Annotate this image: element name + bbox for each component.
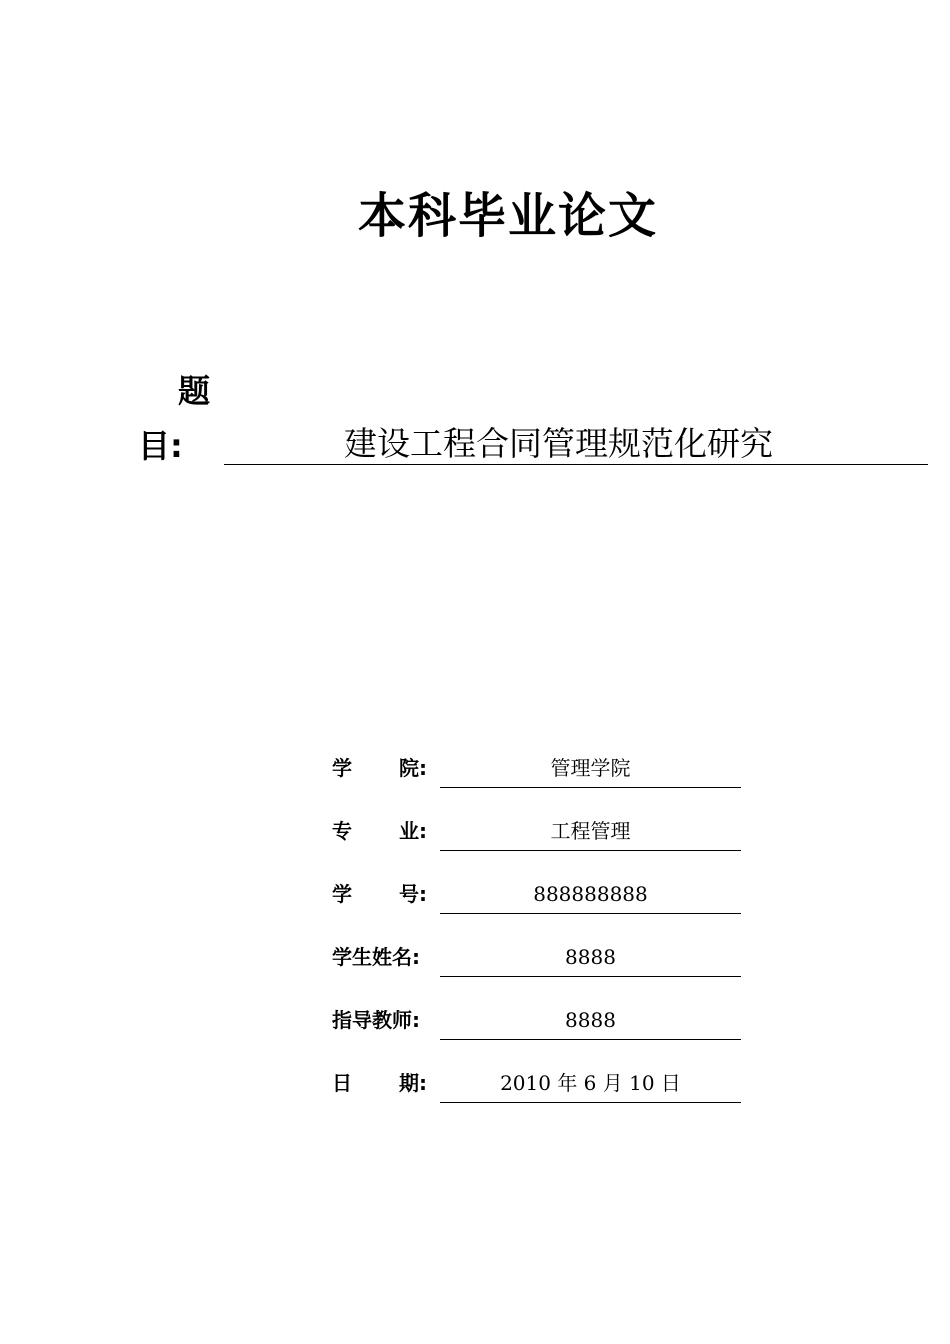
major-label-char-1: 专 [332, 819, 352, 843]
student-id-underline [440, 913, 741, 914]
major-value: 工程管理 [550, 819, 631, 843]
student-id-label-char-1: 学 [332, 882, 352, 906]
advisor-label: 指导教师: [332, 1008, 420, 1032]
document-title: 本科毕业论文 [357, 188, 658, 244]
major-label-char-2: 业: [399, 819, 427, 843]
major-underline [440, 850, 741, 851]
college-underline [440, 787, 741, 788]
college-label-char-1: 学 [332, 756, 352, 780]
info-row-advisor [0, 997, 950, 1037]
college-value: 管理学院 [550, 756, 631, 780]
topic-label-char-2: 目: [138, 427, 183, 465]
topic-value: 建设工程合同管理规范化研究 [344, 424, 773, 463]
student-id-label-char-2: 号: [399, 882, 427, 906]
date-underline [440, 1102, 741, 1103]
date-label-char-2: 期: [399, 1071, 427, 1095]
info-row-college [0, 745, 950, 785]
info-row-major [0, 808, 950, 848]
student-name-underline [440, 976, 741, 977]
student-id-value: 888888888 [533, 882, 648, 906]
date-value: 2010 年 6 月 10 日 [500, 1071, 681, 1095]
info-row-student-id [0, 871, 950, 911]
college-label-char-2: 院: [399, 756, 427, 780]
info-row-student-name [0, 934, 950, 974]
date-label-char-1: 日 [332, 1071, 352, 1095]
student-name-value: 8888 [565, 945, 616, 969]
advisor-value: 8888 [565, 1008, 616, 1032]
info-row-date [0, 1060, 950, 1100]
topic-underline [224, 464, 928, 465]
advisor-underline [440, 1039, 741, 1040]
topic-label-char-1: 题 [178, 372, 211, 410]
student-name-label: 学生姓名: [332, 945, 420, 969]
